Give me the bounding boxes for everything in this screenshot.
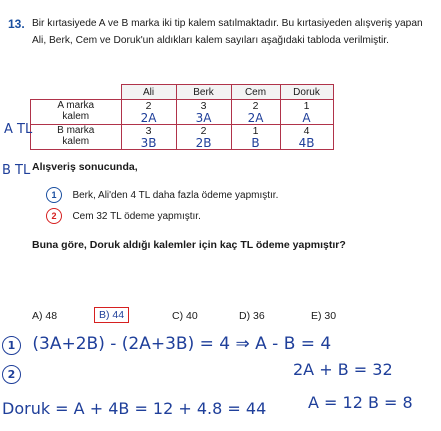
cell-handwritten: 4B	[298, 136, 315, 150]
row-label-b	[31, 125, 122, 150]
table-cell	[176, 100, 231, 125]
statement-text: Berk, Ali'den 4 TL daha fazla ödeme yapmıştır.	[72, 190, 279, 201]
header-ali: Ali	[121, 85, 176, 100]
question-number: 13.	[8, 17, 25, 31]
cell-handwritten: 3A	[195, 111, 212, 125]
header-berk: Berk	[176, 85, 231, 100]
work-line-1	[2, 334, 331, 355]
cell-value: 3	[145, 125, 152, 137]
option-a[interactable]: A) 48	[32, 310, 58, 322]
work-line-2-marker-wrap	[2, 363, 21, 384]
option-b[interactable]: B) 44	[94, 307, 129, 323]
statement-2	[46, 206, 201, 224]
statement-text: Cem 32 TL ödeme yapmıştır.	[72, 211, 201, 222]
work-marker: 2	[2, 365, 21, 384]
statement-1	[46, 185, 278, 203]
table-cell	[280, 125, 333, 150]
option-d[interactable]: D) 36	[239, 310, 265, 322]
statement-marker: 1	[46, 187, 62, 203]
table-cell	[176, 125, 231, 150]
cell-handwritten: B	[251, 136, 260, 150]
cell-value: 3	[200, 100, 207, 112]
cell-handwritten: 2B	[195, 136, 212, 150]
cell-value: 1	[252, 125, 259, 137]
table-cell	[231, 125, 280, 150]
statement-marker: 2	[46, 208, 62, 224]
option-c[interactable]: C) 40	[172, 310, 198, 322]
row-label-b-line2: kalem	[62, 136, 90, 147]
cell-handwritten: 2A	[247, 111, 264, 125]
cell-value: 2	[200, 125, 207, 137]
row-label-b-line1: B marka	[57, 125, 95, 136]
table-cell	[280, 100, 333, 125]
row-label-a	[31, 100, 122, 125]
work-line-3-right: A = 12 B = 8	[308, 393, 413, 412]
work-line-3: Doruk = A + 4B = 12 + 4.8 = 44	[2, 399, 267, 418]
cell-handwritten: 2A	[140, 111, 157, 125]
cell-value: 2	[145, 100, 152, 112]
cell-value: 4	[303, 125, 310, 137]
table-cell	[121, 100, 176, 125]
table-cell	[231, 100, 280, 125]
table-corner	[31, 85, 122, 100]
question-prompt: Buna göre, Doruk aldığı kalemler için kaç TL ödeme yapmıştır?	[32, 239, 346, 251]
cell-handwritten: A	[302, 111, 311, 125]
cell-value: 2	[252, 100, 259, 112]
annotation-b-price: B TL	[2, 163, 31, 178]
row-label-a-line1: A marka	[57, 100, 95, 111]
header-doruk: Doruk	[280, 85, 333, 100]
option-e[interactable]: E) 30	[311, 310, 337, 322]
table-cell	[121, 125, 176, 150]
result-title: Alışveriş sonucunda,	[32, 161, 138, 173]
cell-handwritten: 3B	[140, 136, 157, 150]
annotation-a-price: A TL	[4, 122, 33, 137]
question-text: Bir kırtasiyede A ve B marka iki tip kalem satılmaktadır. Bu kırtasiyeden alışveriş yapan Ali, Berk, Cem ve Doruk'un aldıkları kalem sayıları aşağıdaki tabloda verilmiştir.	[32, 18, 423, 46]
cell-value: 1	[303, 100, 310, 112]
pen-table	[30, 84, 334, 150]
work-marker: 1	[2, 336, 21, 355]
work-text: (3A+2B) - (2A+3B) = 4 ⇒ A - B = 4	[32, 334, 332, 354]
work-line-2: 2A + B = 32	[293, 360, 393, 379]
row-label-a-line2: kalem	[62, 111, 90, 122]
header-cem: Cem	[231, 85, 280, 100]
